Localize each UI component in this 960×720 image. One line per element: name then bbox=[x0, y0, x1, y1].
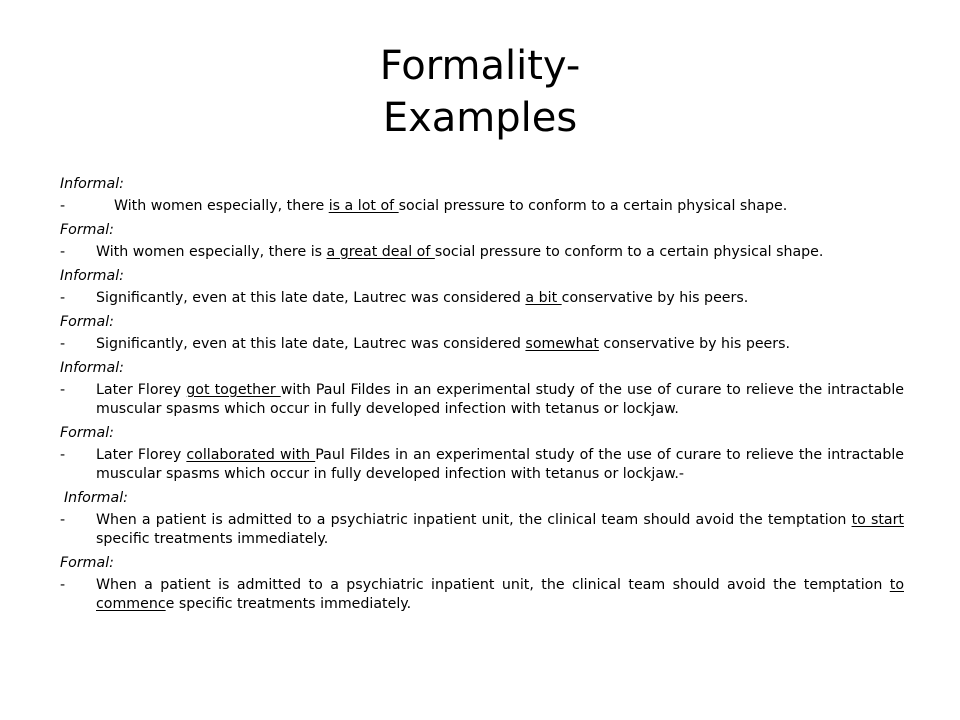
informal-label: Informal: bbox=[60, 360, 124, 376]
formal-example bbox=[60, 576, 904, 614]
highlighted-phrase: to start bbox=[851, 512, 904, 528]
example-text: Paul Fildes in an experimental study of the use of curare to relieve the intractable muscular spasms which occur in fully developed infection with tetanus or lockjaw.- bbox=[96, 447, 905, 482]
example-text: With women especially, there is bbox=[96, 244, 327, 260]
informal-label: Informal: bbox=[64, 490, 128, 506]
bullet-dash: - bbox=[60, 512, 66, 528]
highlighted-phrase: to commenc bbox=[96, 577, 904, 612]
formal-label: Formal: bbox=[60, 222, 114, 238]
example-text: e specific treatments immediately. bbox=[165, 596, 412, 612]
informal-label: Informal: bbox=[60, 176, 124, 192]
title-line-2: Examples bbox=[382, 95, 578, 141]
informal-example bbox=[60, 197, 904, 216]
example-text: Significantly, even at this late date, Lautrec was considered bbox=[96, 336, 526, 352]
example-text: Later Florey bbox=[96, 447, 187, 463]
example-text: When a patient is admitted to a psychiatric inpatient unit, the clinical team should avoid the temptation bbox=[96, 577, 890, 593]
example-text: Significantly, even at this late date, Lautrec was considered bbox=[96, 290, 526, 306]
highlighted-phrase: a bit bbox=[525, 290, 562, 306]
informal-label: Informal: bbox=[60, 268, 124, 284]
informal-example bbox=[60, 381, 904, 419]
highlighted-phrase: got together bbox=[186, 382, 281, 398]
highlighted-phrase: a great deal of bbox=[326, 244, 435, 260]
example-text: conservative by his peers. bbox=[561, 290, 749, 306]
example-text: social pressure to conform to a certain physical shape. bbox=[434, 244, 824, 260]
example-text: Later Florey bbox=[96, 382, 187, 398]
bullet-dash: - bbox=[60, 290, 66, 306]
example-text: with Paul Fildes in an experimental study of the use of curare to relieve the intractable muscular spasms which occur in fully developed infection with tetanus or lockjaw. bbox=[96, 382, 904, 417]
highlighted-phrase: collaborated with bbox=[186, 447, 316, 463]
highlighted-phrase: is a lot of bbox=[328, 198, 399, 214]
slide-body bbox=[60, 174, 904, 618]
informal-example bbox=[60, 289, 904, 308]
bullet-dash: - bbox=[60, 336, 66, 352]
bullet-dash: - bbox=[60, 577, 66, 593]
informal-example bbox=[60, 511, 904, 549]
highlighted-phrase: somewhat bbox=[525, 336, 599, 352]
example-text: With women especially, there bbox=[114, 198, 329, 214]
formal-example bbox=[60, 243, 904, 262]
example-text: social pressure to conform to a certain physical shape. bbox=[398, 198, 788, 214]
bullet-dash: - bbox=[60, 382, 66, 398]
bullet-dash: - bbox=[60, 198, 66, 214]
formal-label: Formal: bbox=[60, 555, 114, 571]
example-text: specific treatments immediately. bbox=[96, 531, 329, 547]
formal-example bbox=[60, 335, 904, 354]
bullet-dash: - bbox=[60, 447, 66, 463]
title-line-1: Formality- bbox=[379, 43, 581, 89]
formal-label: Formal: bbox=[60, 425, 114, 441]
bullet-dash: - bbox=[60, 244, 66, 260]
example-text: conservative by his peers. bbox=[598, 336, 791, 352]
formal-label: Formal: bbox=[60, 314, 114, 330]
slide-title bbox=[0, 40, 960, 144]
example-text: When a patient is admitted to a psychiatric inpatient unit, the clinical team should avoid the temptation bbox=[96, 512, 852, 528]
formal-example bbox=[60, 446, 904, 484]
